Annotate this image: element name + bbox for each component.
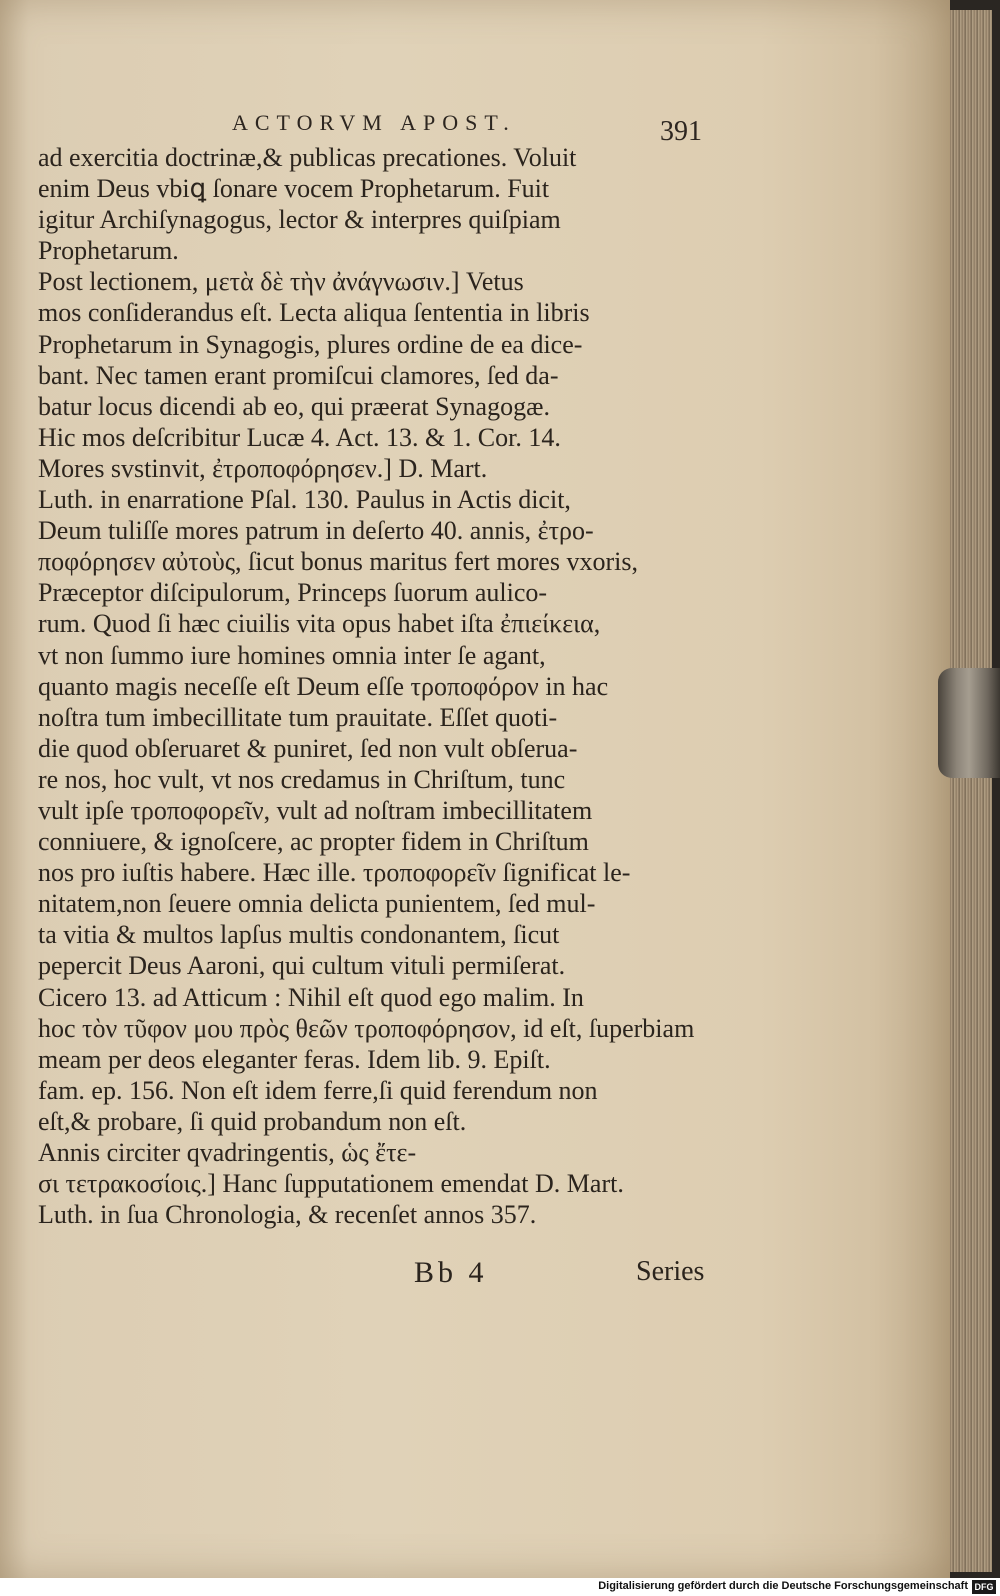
text-line-content: hoc τὸν τῦφον μου πρὸς θεῶν τροποφόρησον, id eſt, ſuperbiam: [38, 1013, 695, 1043]
signature-mark: Bb 4: [414, 1256, 488, 1289]
text-line-content: meam per deos eleganter feras. Idem lib. 9. Epiſt.: [38, 1044, 551, 1074]
text-line-content: mos conſiderandus eſt. Lecta aliqua ſententia in libris: [38, 298, 590, 328]
text-line: [38, 702, 738, 733]
text-line-content: igitur Archiſynagogus, lector & interpres quiſpiam: [38, 205, 561, 235]
text-line: [38, 453, 738, 484]
text-line: [38, 1075, 738, 1106]
text-line: [38, 546, 738, 577]
text-line-content: ποφόρησεν αὐτοὺς, ſicut bonus maritus fert mores vxoris,: [38, 547, 638, 577]
text-line-content: ta vitia & multos lapſus multis condonantem, ſicut: [38, 920, 560, 950]
text-line-content: Post lectionem, μετὰ δὲ τὴν ἀνάγνωσιν.] Vetus: [38, 267, 524, 297]
catchword: Series: [636, 1256, 705, 1287]
text-line: [38, 515, 738, 546]
text-line: [38, 608, 738, 639]
text-line: [38, 1168, 738, 1199]
text-line-content: nos pro iuſtis habere. Hæc ille. τροποφορεῖν ſignificat le-: [38, 858, 631, 888]
book-clamp: [938, 668, 1000, 778]
page-number: 391: [660, 116, 702, 147]
text-line-content: bant. Nec tamen erant promiſcui clamores, ſed da-: [38, 360, 559, 390]
text-line-content: ad exercitia doctrinæ,& publicas precationes. Voluit: [38, 143, 577, 172]
footer-credit: Digitalisierung gefördert durch die Deutsche Forschungsgemeinschaft: [598, 1580, 968, 1592]
text-line: [38, 764, 738, 795]
text-line: [38, 391, 738, 422]
text-line-content: Hic mos deſcribitur Lucæ 4. Act. 13. & 1. Cor. 14.: [38, 422, 561, 452]
text-line-content: pepercit Deus Aaroni, qui cultum vituli permiſerat.: [38, 951, 566, 981]
text-line-content: enim Deus vbiꝗ ſonare vocem Prophetarum. Fuit: [38, 174, 550, 204]
body-text: [38, 142, 738, 1230]
text-line-content: fam. ep. 156. Non eſt idem ferre,ſi quid ferendum non: [38, 1075, 598, 1105]
text-line: [38, 950, 738, 981]
text-line-content: quanto magis neceſſe eſt Deum eſſe τροποφόρον in hac: [38, 671, 609, 701]
text-line: [38, 982, 738, 1013]
text-line-content: Præceptor diſcipulorum, Princeps ſuorum aulico-: [38, 578, 548, 608]
text-line: [38, 733, 738, 764]
text-line-content: eſt,& probare, ſi quid probandum non eſt.: [38, 1106, 467, 1136]
text-line: [38, 297, 738, 328]
text-line-content: Annis circiter qvadringentis, ὡς ἔτε-: [38, 1138, 417, 1167]
text-line: [38, 888, 738, 919]
text-line: [38, 204, 738, 235]
text-line-content: batur locus dicendi ab eo, qui præerat Synagogæ.: [38, 391, 550, 421]
text-line: [38, 640, 738, 671]
text-line: [38, 484, 738, 515]
running-head: ACTORVM APOST.: [232, 110, 516, 135]
text-line: [38, 795, 738, 826]
text-line-content: vult ipſe τροποφορεῖν, vult ad noſtram imbecillitatem: [38, 795, 593, 825]
text-line-content: Luth. in ſua Chronologia, & recenſet annos 357.: [38, 1200, 537, 1230]
text-line-content: conniuere, & ignoſcere, ac propter fidem in Chriſtum: [38, 827, 589, 857]
text-line: [38, 1044, 738, 1075]
text-line: [38, 1199, 738, 1230]
text-line-content: vt non ſummo iure homines omnia inter ſe agant,: [38, 640, 546, 670]
text-line: [38, 422, 738, 453]
text-line-content: Prophetarum.: [38, 236, 179, 266]
text-line-content: Prophetarum in Synagogis, plures ordine de ea dice-: [38, 329, 583, 359]
text-line: [38, 826, 738, 857]
text-line-content: Cicero 13. ad Atticum : Nihil eſt quod ego malim. In: [38, 982, 584, 1012]
text-line: [38, 235, 738, 266]
text-line: [38, 577, 738, 608]
text-line-content: Luth. in enarratione Pſal. 130. Paulus in Actis dicit,: [38, 485, 571, 515]
text-line: [38, 671, 738, 702]
text-line-content: re nos, hoc vult, vt nos credamus in Chriſtum, tunc: [38, 764, 566, 794]
text-line-content: noſtra tum imbecillitate tum prauitate. Eſſet quoti-: [38, 702, 558, 732]
text-line: [38, 1013, 738, 1044]
text-line-content: nitatem,non ſeuere omnia delicta punientem, ſed mul-: [38, 889, 596, 919]
text-line-content: σι τετρακοσίοις.] Hanc ſupputationem emendat D. Mart.: [38, 1169, 624, 1199]
text-line: [38, 173, 738, 204]
text-line-content: die quod obſeruaret & puniret, ſed non vult obſerua-: [38, 733, 578, 763]
text-line-content: Deum tuliſſe mores patrum in deſerto 40. annis, ἐτρο-: [38, 516, 594, 546]
text-line: [38, 1106, 738, 1137]
text-line: [38, 919, 738, 950]
page-edges: [950, 10, 992, 1572]
text-line: [38, 1137, 738, 1168]
text-line-content: rum. Quod ſi hæc ciuilis vita opus habet iſta ἐπιείκεια,: [38, 609, 601, 639]
text-line: [38, 857, 738, 888]
dfg-logo: DFG: [972, 1580, 996, 1594]
text-line-content: Mores svstinvit, ἐτροποφόρησεν.] D. Mart.: [38, 453, 488, 483]
text-line: [38, 266, 738, 297]
text-line: [38, 329, 738, 360]
text-line: [38, 142, 738, 173]
text-line: [38, 360, 738, 391]
